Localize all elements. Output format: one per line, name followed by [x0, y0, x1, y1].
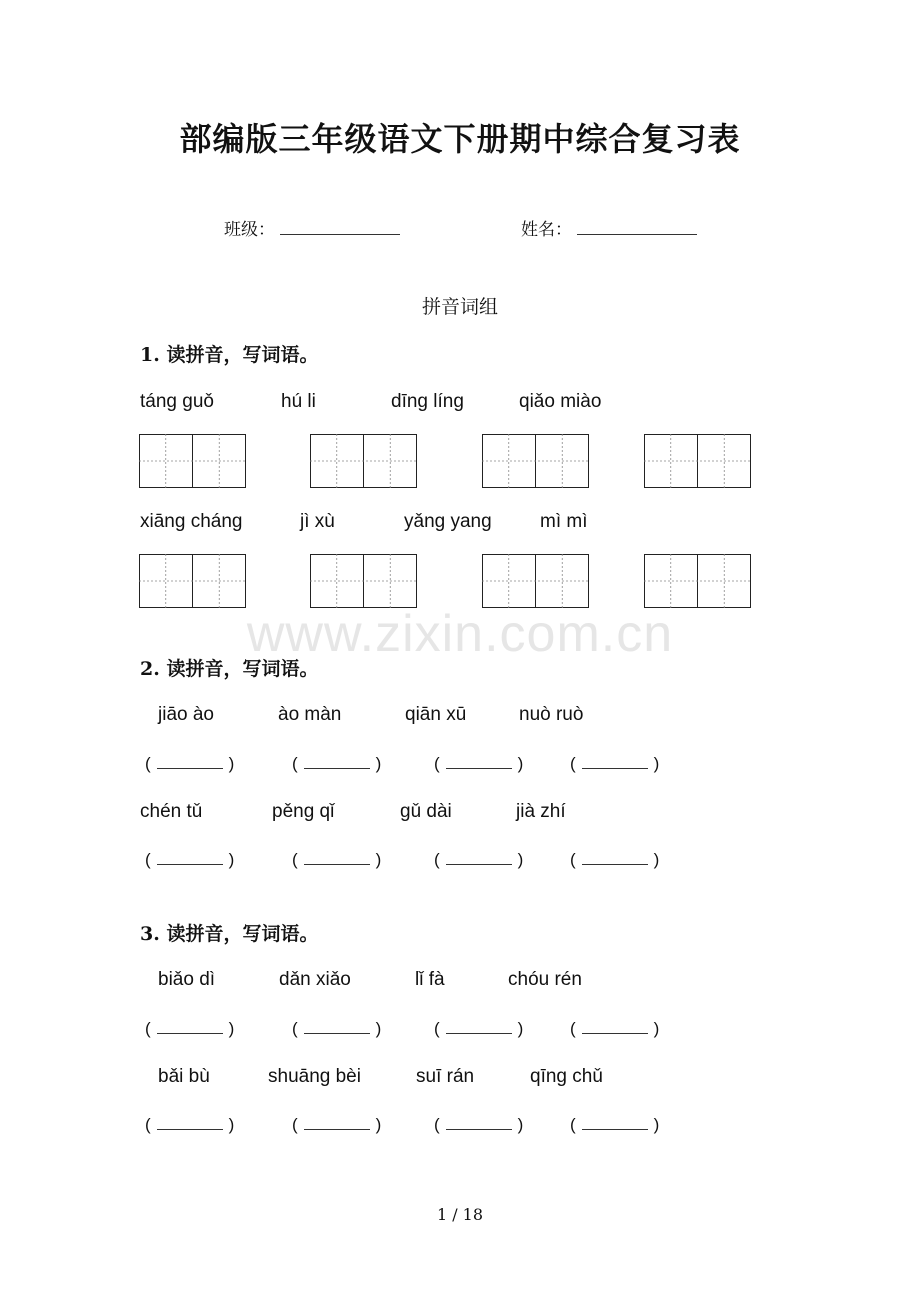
answer-blank[interactable]: ( ): [292, 1019, 382, 1038]
pinyin-word: hú li: [281, 391, 316, 412]
pinyin-word: qiǎo miào: [519, 391, 602, 412]
question-2-heading: 2. 读拼音，写词语。: [140, 658, 319, 680]
class-label: 班级：: [224, 220, 275, 240]
pinyin-word: jì xù: [300, 511, 335, 532]
name-field[interactable]: [577, 234, 697, 235]
answer-blank[interactable]: ( ): [145, 1019, 235, 1038]
watermark: www.zixin.com.cn: [246, 605, 674, 663]
question-3-heading: 3. 读拼音，写词语。: [140, 923, 319, 945]
pinyin-word: dǎn xiǎo: [279, 969, 351, 990]
pinyin-word: lǐ fà: [415, 969, 445, 990]
writing-grid[interactable]: [139, 434, 245, 487]
writing-grid[interactable]: [482, 434, 588, 487]
pinyin-word: qiān xū: [405, 704, 467, 725]
answer-blank[interactable]: ( ): [434, 754, 524, 773]
answer-blank[interactable]: ( ): [434, 1019, 524, 1038]
answer-blank[interactable]: ( ): [570, 754, 660, 773]
writing-grid[interactable]: [139, 554, 245, 607]
pinyin-word: yǎng yang: [404, 511, 492, 532]
pinyin-word: nuò ruò: [519, 704, 584, 725]
answer-blank[interactable]: ( ): [145, 1115, 235, 1134]
writing-grid[interactable]: [310, 554, 416, 607]
pinyin-word: xiāng cháng: [140, 511, 243, 532]
answer-blank[interactable]: ( ): [292, 850, 382, 869]
pinyin-word: mì mì: [540, 511, 588, 532]
pinyin-word: bǎi bù: [158, 1066, 210, 1087]
pinyin-word: qīng chǔ: [530, 1066, 603, 1087]
answer-blank[interactable]: ( ): [570, 1115, 660, 1134]
writing-grid[interactable]: [482, 554, 588, 607]
answer-blank[interactable]: ( ): [434, 1115, 524, 1134]
answer-blank[interactable]: ( ): [292, 754, 382, 773]
pinyin-word: shuāng bèi: [268, 1066, 361, 1087]
writing-grid[interactable]: [644, 554, 750, 607]
pinyin-word: chóu rén: [508, 969, 582, 990]
pinyin-word: táng guǒ: [140, 391, 214, 412]
pinyin-word: jià zhí: [516, 801, 566, 822]
answer-blank[interactable]: ( ): [570, 850, 660, 869]
answer-blank[interactable]: ( ): [145, 850, 235, 869]
pinyin-word: gǔ dài: [400, 801, 452, 822]
pinyin-word: biǎo dì: [158, 969, 216, 990]
pinyin-word: chén tǔ: [140, 801, 203, 822]
pinyin-word: suī rán: [416, 1066, 475, 1087]
answer-blank[interactable]: ( ): [145, 754, 235, 773]
pinyin-word: pěng qǐ: [272, 801, 335, 822]
answer-blank[interactable]: ( ): [292, 1115, 382, 1134]
writing-grid[interactable]: [644, 434, 750, 487]
section-title: 拼音词组: [421, 296, 498, 318]
question-1-heading: 1. 读拼音，写词语。: [140, 344, 319, 366]
name-label: 姓名：: [521, 220, 572, 240]
pinyin-word: ào màn: [278, 704, 342, 725]
answer-blank[interactable]: ( ): [434, 850, 524, 869]
writing-grid[interactable]: [310, 434, 416, 487]
pinyin-word: dīng líng: [391, 391, 464, 412]
answer-blank[interactable]: ( ): [570, 1019, 660, 1038]
class-field[interactable]: [280, 234, 400, 235]
page-number: 1 / 18: [436, 1205, 484, 1224]
pinyin-word: jiāo ào: [158, 704, 214, 725]
document-title: 部编版三年级语文下册期中综合复习表: [179, 120, 741, 158]
